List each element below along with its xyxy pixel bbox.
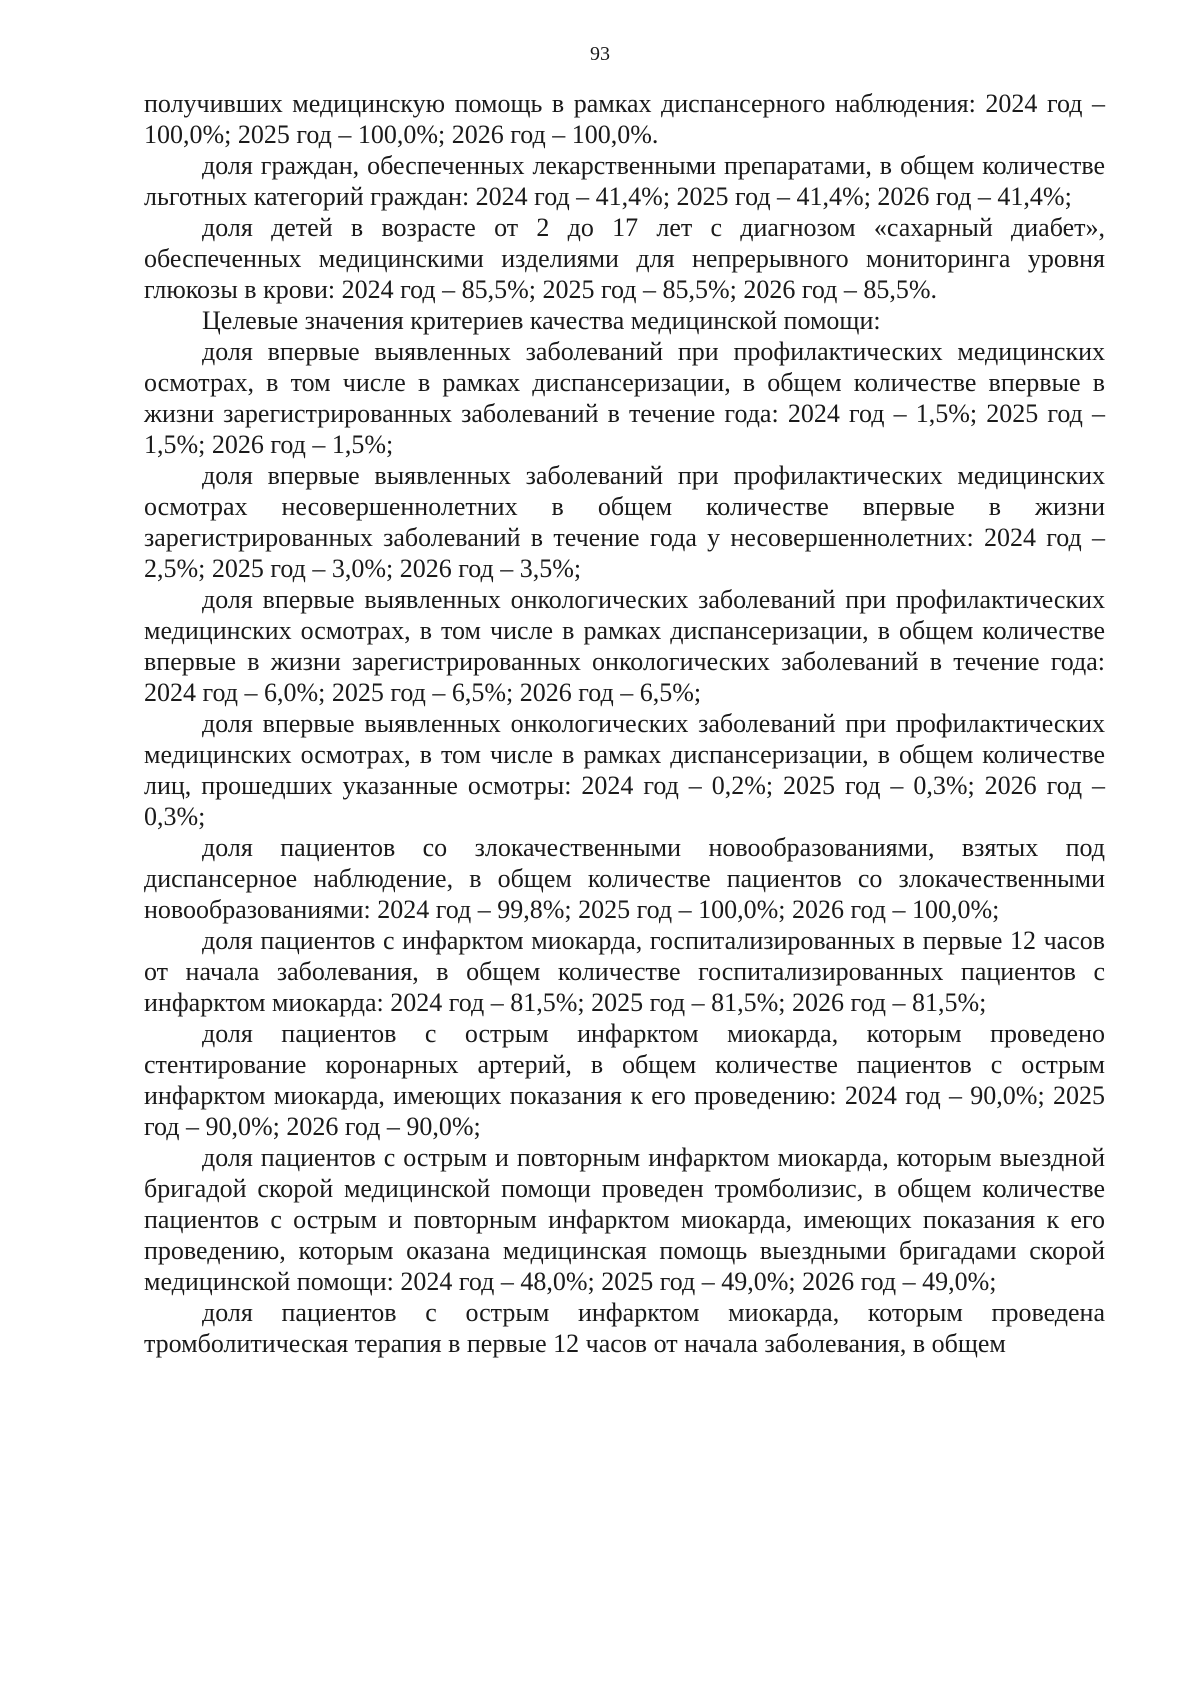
paragraph: доля пациентов со злокачественными новообразованиями, взятых под диспансерное наблюдение, в общем количестве пациентов со злокачественными новообразованиями: 2024 год – 99,8%; 2025 год – 100,0%; 2026 год – 100,0%; [144,833,1105,924]
page-number: 93 [590,43,610,65]
section-heading: Целевые значения критериев качества медицинской помощи: [202,306,881,335]
paragraph: доля пациентов с острым и повторным инфарктом миокарда, которым выездной бригадой скорой медицинской помощи проведен тромболизис, в общем количестве пациентов с острым и повторным инфарктом миокарда, имеющих показания к его проведению, которым оказана медицинская помощь выездными бригадами скорой медицинской помощи: 2024 год – 48,0%; 2025 год – 49,0%; 2026 год – 49,0%; [144,1143,1105,1296]
paragraph: доля впервые выявленных онкологических заболеваний при профилактических медицинских осмотрах, в том числе в рамках диспансеризации, в общем количестве впервые в жизни зарегистрированных онкологических заболеваний в течение года: 2024 год – 6,0%; 2025 год – 6,5%; 2026 год – 6,5%; [144,585,1105,707]
paragraph: доля пациентов с острым инфарктом миокарда, которым проведена тромболитическая терапия в первые 12 часов от начала заболевания, в общем [144,1298,1105,1358]
paragraph: доля впервые выявленных заболеваний при профилактических медицинских осмотрах, в том числе в рамках диспансеризации, в общем количестве впервые в жизни зарегистрированных заболеваний в течение года: 2024 год – 1,5%; 2025 год – 1,5%; 2026 год – 1,5%; [144,337,1105,459]
paragraph: доля детей в возрасте от 2 до 17 лет с диагнозом «сахарный диабет», обеспеченных медицинскими изделиями для непрерывного мониторинга уровня глюкозы в крови: 2024 год – 85,5%; 2025 год – 85,5%; 2026 год – 85,5%. [144,213,1105,304]
paragraph: доля граждан, обеспеченных лекарственными препаратами, в общем количестве льготных категорий граждан: 2024 год – 41,4%; 2025 год – 41,4%; 2026 год – 41,4%; [144,151,1105,211]
document-body [144,88,1105,1359]
paragraph: доля впервые выявленных заболеваний при профилактических медицинских осмотрах несовершеннолетних в общем количестве впервые в жизни зарегистрированных заболеваний в течение года у несовершеннолетних: 2024 год – 2,5%; 2025 год – 3,0%; 2026 год – 3,5%; [144,461,1105,583]
paragraph: доля впервые выявленных онкологических заболеваний при профилактических медицинских осмотрах, в том числе в рамках диспансеризации, в общем количестве лиц, прошедших указанные осмотры: 2024 год – 0,2%; 2025 год – 0,3%; 2026 год – 0,3%; [144,709,1105,831]
paragraph: доля пациентов с острым инфарктом миокарда, которым проведено стентирование коронарных артерий, в общем количестве пациентов с острым инфарктом миокарда, имеющих показания к его проведению: 2024 год – 90,0%; 2025 год – 90,0%; 2026 год – 90,0%; [144,1019,1105,1141]
paragraph: получивших медицинскую помощь в рамках диспансерного наблюдения: 2024 год – 100,0%; 2025 год – 100,0%; 2026 год – 100,0%. [144,89,1105,149]
paragraph: доля пациентов с инфарктом миокарда, госпитализированных в первые 12 часов от начала заболевания, в общем количестве госпитализированных пациентов с инфарктом миокарда: 2024 год – 81,5%; 2025 год – 81,5%; 2026 год – 81,5%; [144,926,1105,1017]
